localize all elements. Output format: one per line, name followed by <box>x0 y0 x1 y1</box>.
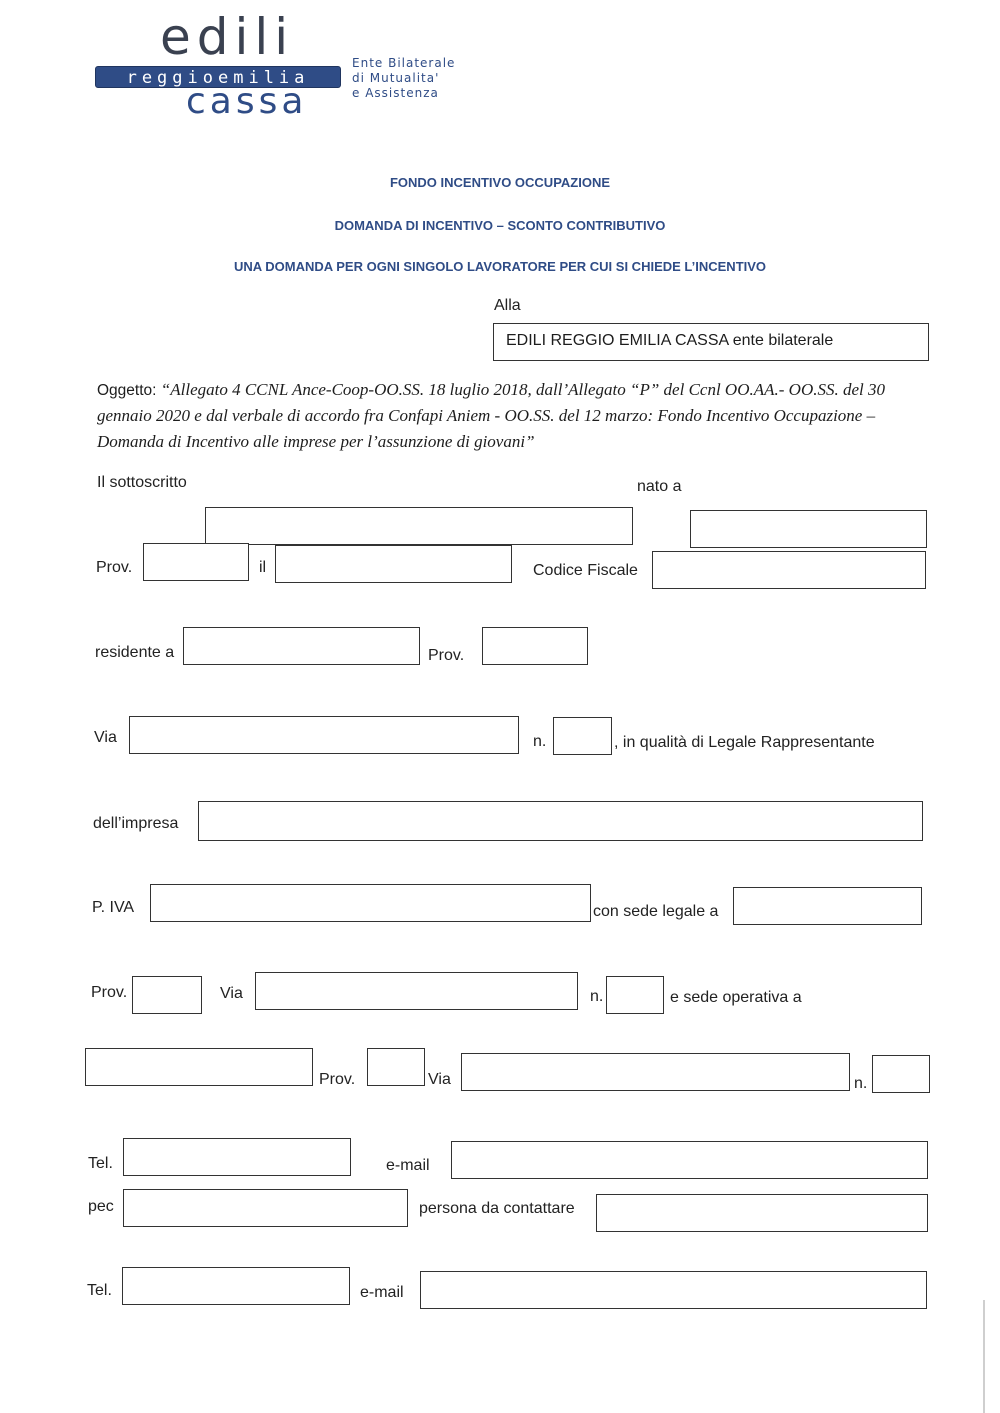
codice-fiscale-field[interactable] <box>652 551 926 589</box>
birth-prov-field[interactable] <box>143 543 249 581</box>
recipient-label: Alla <box>494 297 521 314</box>
residence-city-field[interactable] <box>183 627 420 665</box>
legale-rappresentante-label: , in qualità di Legale Rappresentante <box>614 734 875 751</box>
oggetto-paragraph <box>97 377 937 455</box>
logo-reggioemilia: reggioemilia <box>95 66 341 88</box>
email-label: e-mail <box>386 1157 430 1174</box>
operativa-via-label: Via <box>428 1071 451 1088</box>
operativa-via-field[interactable] <box>461 1053 850 1091</box>
legal-number-label: n. <box>590 988 604 1005</box>
pec-label: pec <box>88 1198 114 1215</box>
operativa-number-field[interactable] <box>872 1055 930 1093</box>
sede-operativa-label: e sede operativa a <box>670 989 802 1006</box>
logo-edili: edili <box>160 8 295 66</box>
contact-email-field[interactable] <box>420 1271 927 1309</box>
logo-subtitle-2: di Mutualita' <box>352 71 440 85</box>
logo-subtitle-1: Ente Bilaterale <box>352 56 456 70</box>
piva-label: P. IVA <box>92 899 135 916</box>
sede-legale-field[interactable] <box>733 887 922 925</box>
legal-prov-label: Prov. <box>91 984 128 1001</box>
residence-via-label: Via <box>94 729 117 746</box>
pec-field[interactable] <box>123 1189 408 1227</box>
persona-label: persona da contattare <box>419 1200 575 1217</box>
legal-via-field[interactable] <box>255 972 578 1010</box>
scan-edge <box>983 1300 985 1413</box>
logo-subtitle-3: e Assistenza <box>352 86 439 100</box>
legal-via-label: Via <box>220 985 243 1002</box>
residente-label: residente a <box>95 644 175 661</box>
impresa-label: dell’impresa <box>93 815 179 832</box>
residence-number-field[interactable] <box>553 717 612 755</box>
birth-prov-label: Prov. <box>96 559 133 576</box>
birth-date-label: il <box>259 559 267 576</box>
operativa-prov-label: Prov. <box>319 1071 356 1088</box>
residence-prov-label: Prov. <box>428 647 465 664</box>
tel-label: Tel. <box>88 1155 113 1172</box>
sottoscritto-label: Il sottoscritto <box>97 474 187 491</box>
sottoscritto-name-field[interactable] <box>205 507 633 545</box>
sede-legale-label: con sede legale a <box>593 903 719 920</box>
legal-prov-field[interactable] <box>132 976 202 1014</box>
email-field[interactable] <box>451 1141 928 1179</box>
contact-email-label: e-mail <box>360 1284 404 1301</box>
operativa-number-label: n. <box>854 1075 868 1092</box>
persona-field[interactable] <box>596 1194 928 1232</box>
contact-tel-label: Tel. <box>87 1282 112 1299</box>
logo-cassa: cassa <box>186 81 308 122</box>
birth-date-field[interactable] <box>275 545 512 583</box>
nato-a-label: nato a <box>637 478 682 495</box>
codice-fiscale-label: Codice Fiscale <box>533 562 638 579</box>
heading-fondo: FONDO INCENTIVO OCCUPAZIONE <box>389 175 611 190</box>
contact-tel-field[interactable] <box>122 1267 350 1305</box>
birthplace-field[interactable] <box>690 510 927 548</box>
legal-number-field[interactable] <box>606 976 664 1014</box>
heading-una-domanda: UNA DOMANDA PER OGNI SINGOLO LAVORATORE PER CUI SI CHIEDE L’INCENTIVO <box>233 259 767 274</box>
residence-via-field[interactable] <box>129 716 519 754</box>
oggetto-label: Oggetto: <box>97 382 157 399</box>
residence-prov-field[interactable] <box>482 627 588 665</box>
residence-number-label: n. <box>533 733 547 750</box>
oggetto-text: “Allegato 4 CCNL Ance-Coop-OO.SS. 18 luglio 2018, dall’Allegato “P” del Ccnl OO.AA.- OO.SS. del 30 gennaio 2020 e dal verbale di accordo fra Confapi Aniem - OO.SS. del 12 marzo: Fondo Incentivo Occupazione – Domanda di Incentivo alle imprese per l’assunzione di giovani” <box>97 380 885 451</box>
heading-domanda: DOMANDA DI INCENTIVO – SCONTO CONTRIBUTIVO <box>334 218 666 233</box>
tel-field[interactable] <box>123 1138 351 1176</box>
piva-field[interactable] <box>150 884 591 922</box>
operativa-prov-field[interactable] <box>367 1048 425 1086</box>
impresa-field[interactable] <box>198 801 923 841</box>
sede-operativa-field[interactable] <box>85 1048 313 1086</box>
recipient-field: EDILI REGGIO EMILIA CASSA ente bilaterale <box>493 323 929 361</box>
